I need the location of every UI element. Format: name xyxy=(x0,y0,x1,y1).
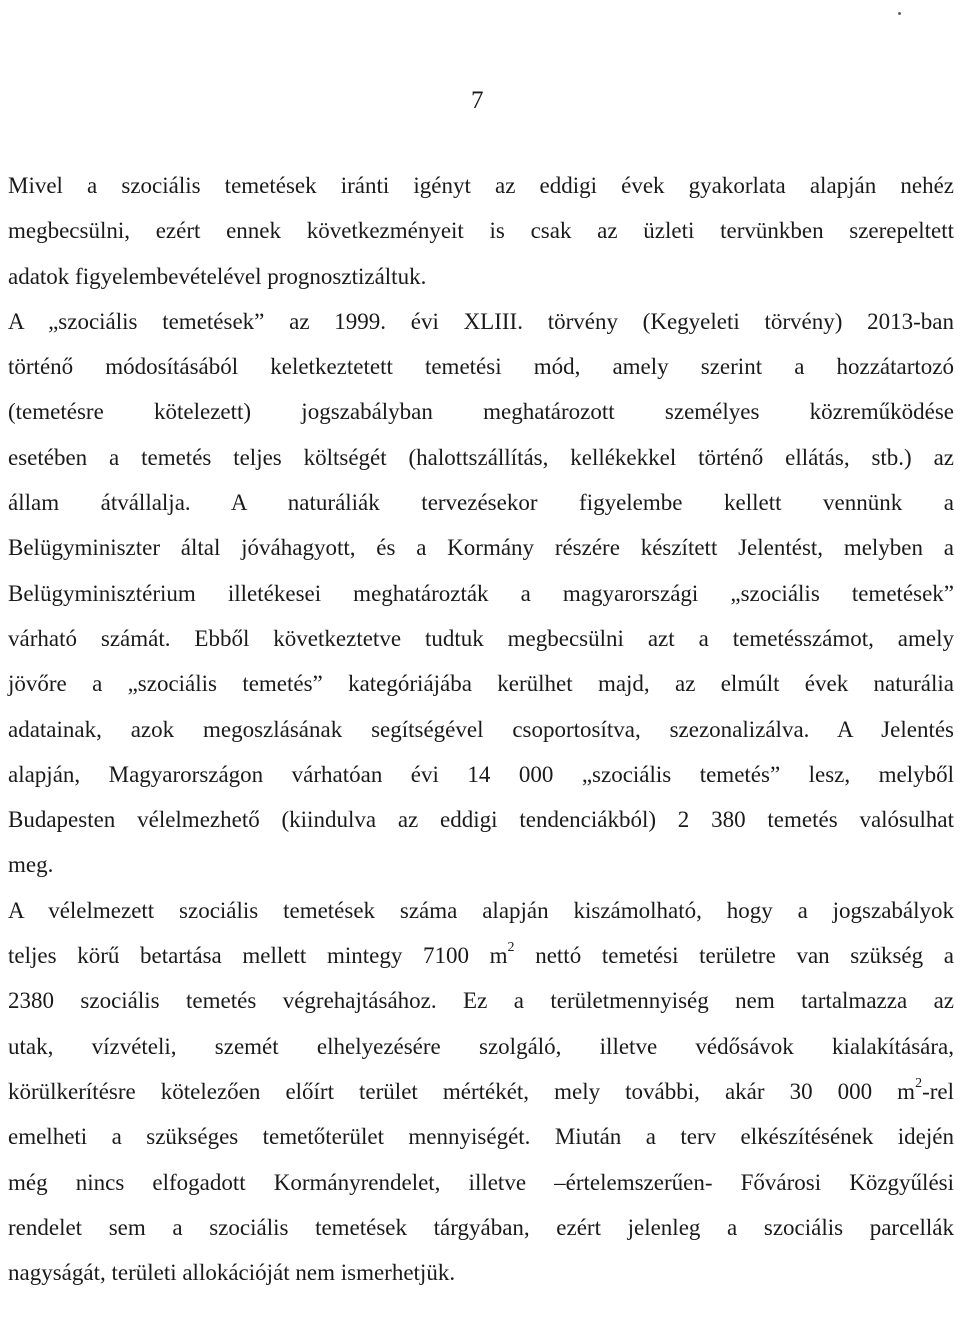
text-line: meg. xyxy=(8,852,54,878)
text-line: rendelet sem a szociális temetések tárgyában, ezért jelenleg a szociális parcellák xyxy=(8,1214,954,1240)
text-line: emelheti a szükséges temetőterület mennyiségét. Miután a terv elkészítésének idején xyxy=(8,1124,954,1150)
text-line: adatok figyelembevételével prognosztizáltuk. xyxy=(8,263,427,289)
text-line: Belügyminisztérium illetékesei meghatározták a magyarországi „szociális temetések” xyxy=(8,580,954,606)
text-segment: -rel xyxy=(922,1078,954,1104)
text-line: adatainak, azok megoszlásának segítségével csoportosítva, szezonalizálva. A Jelentés xyxy=(8,716,954,742)
text-line: Mivel a szociális temetések iránti igényt az eddigi évek gyakorlata alapján nehéz xyxy=(8,173,954,198)
text-line: Belügyminiszter által jóváhagyott, és a Kormány részére készített Jelentést, melyben a xyxy=(8,535,954,561)
text-line: jövőre a „szociális temetés” kategóriájába kerülhet majd, az elmúlt évek naturália xyxy=(8,671,954,697)
text-line: nagyságát, területi allokációját nem ismerhetjük. xyxy=(8,1260,456,1286)
text-line: A „szociális temetések” az 1999. évi XLIII. törvény (Kegyeleti törvény) 2013-ban xyxy=(8,308,954,334)
text-line: történő módosításából keletkeztetett temetési mód, amely szerint a hozzátartozó xyxy=(8,354,954,380)
text-line: Budapesten vélelmezhető (kiindulva az eddigi tendenciákból) 2 380 temetés valósulhat xyxy=(8,807,954,833)
text-segment: körülkerítésre kötelezően előírt terület mértékét, mely további, akár 30 000 m xyxy=(8,1078,916,1104)
text-segment: nettó temetési területre van szükség a xyxy=(514,943,954,969)
text-line xyxy=(8,933,954,978)
scan-speck xyxy=(898,12,901,15)
text-line: utak, vízvételi, szemét elhelyezésére szolgáló, illetve védősávok kialakítására, xyxy=(8,1033,954,1059)
paragraph-3 xyxy=(8,888,954,1296)
text-line: 2380 szociális temetés végrehajtásához. Ez a területmennyiség nem tartalmazza az xyxy=(8,988,954,1014)
paragraph-2 xyxy=(8,299,954,888)
superscript: 2 xyxy=(915,1076,923,1092)
superscript: 2 xyxy=(507,940,515,956)
text-line xyxy=(8,1069,954,1114)
text-line: esetében a temetés teljes költségét (halottszállítás, kellékekkel történő ellátás, stb.) az xyxy=(8,444,954,470)
text-line: megbecsülni, ezért ennek következményeit is csak az üzleti tervünkben szerepeltett xyxy=(8,218,954,244)
text-line: A vélelmezett szociális temetések száma alapján kiszámolható, hogy a jogszabályok xyxy=(8,897,954,923)
text-line: állam átvállalja. A naturáliák tervezésekor figyelembe kellett vennünk a xyxy=(8,490,954,516)
text-line: (temetésre kötelezett) jogszabályban meghatározott személyes közreműködése xyxy=(8,399,954,425)
text-line: várható számát. Ebből következtetve tudtuk megbecsülni azt a temetésszámot, amely xyxy=(8,625,954,651)
text-line: még nincs elfogadott Kormányrendelet, illetve –értelemszerűen- Fővárosi Közgyűlési xyxy=(8,1169,954,1195)
body-text xyxy=(8,163,954,1295)
page-number: 7 xyxy=(471,87,484,114)
paragraph-1 xyxy=(8,163,954,299)
text-line: alapján, Magyarországon várhatóan évi 14 000 „szociális temetés” lesz, melyből xyxy=(8,761,954,787)
text-segment: teljes körű betartása mellett mintegy 7100 m xyxy=(8,943,508,969)
